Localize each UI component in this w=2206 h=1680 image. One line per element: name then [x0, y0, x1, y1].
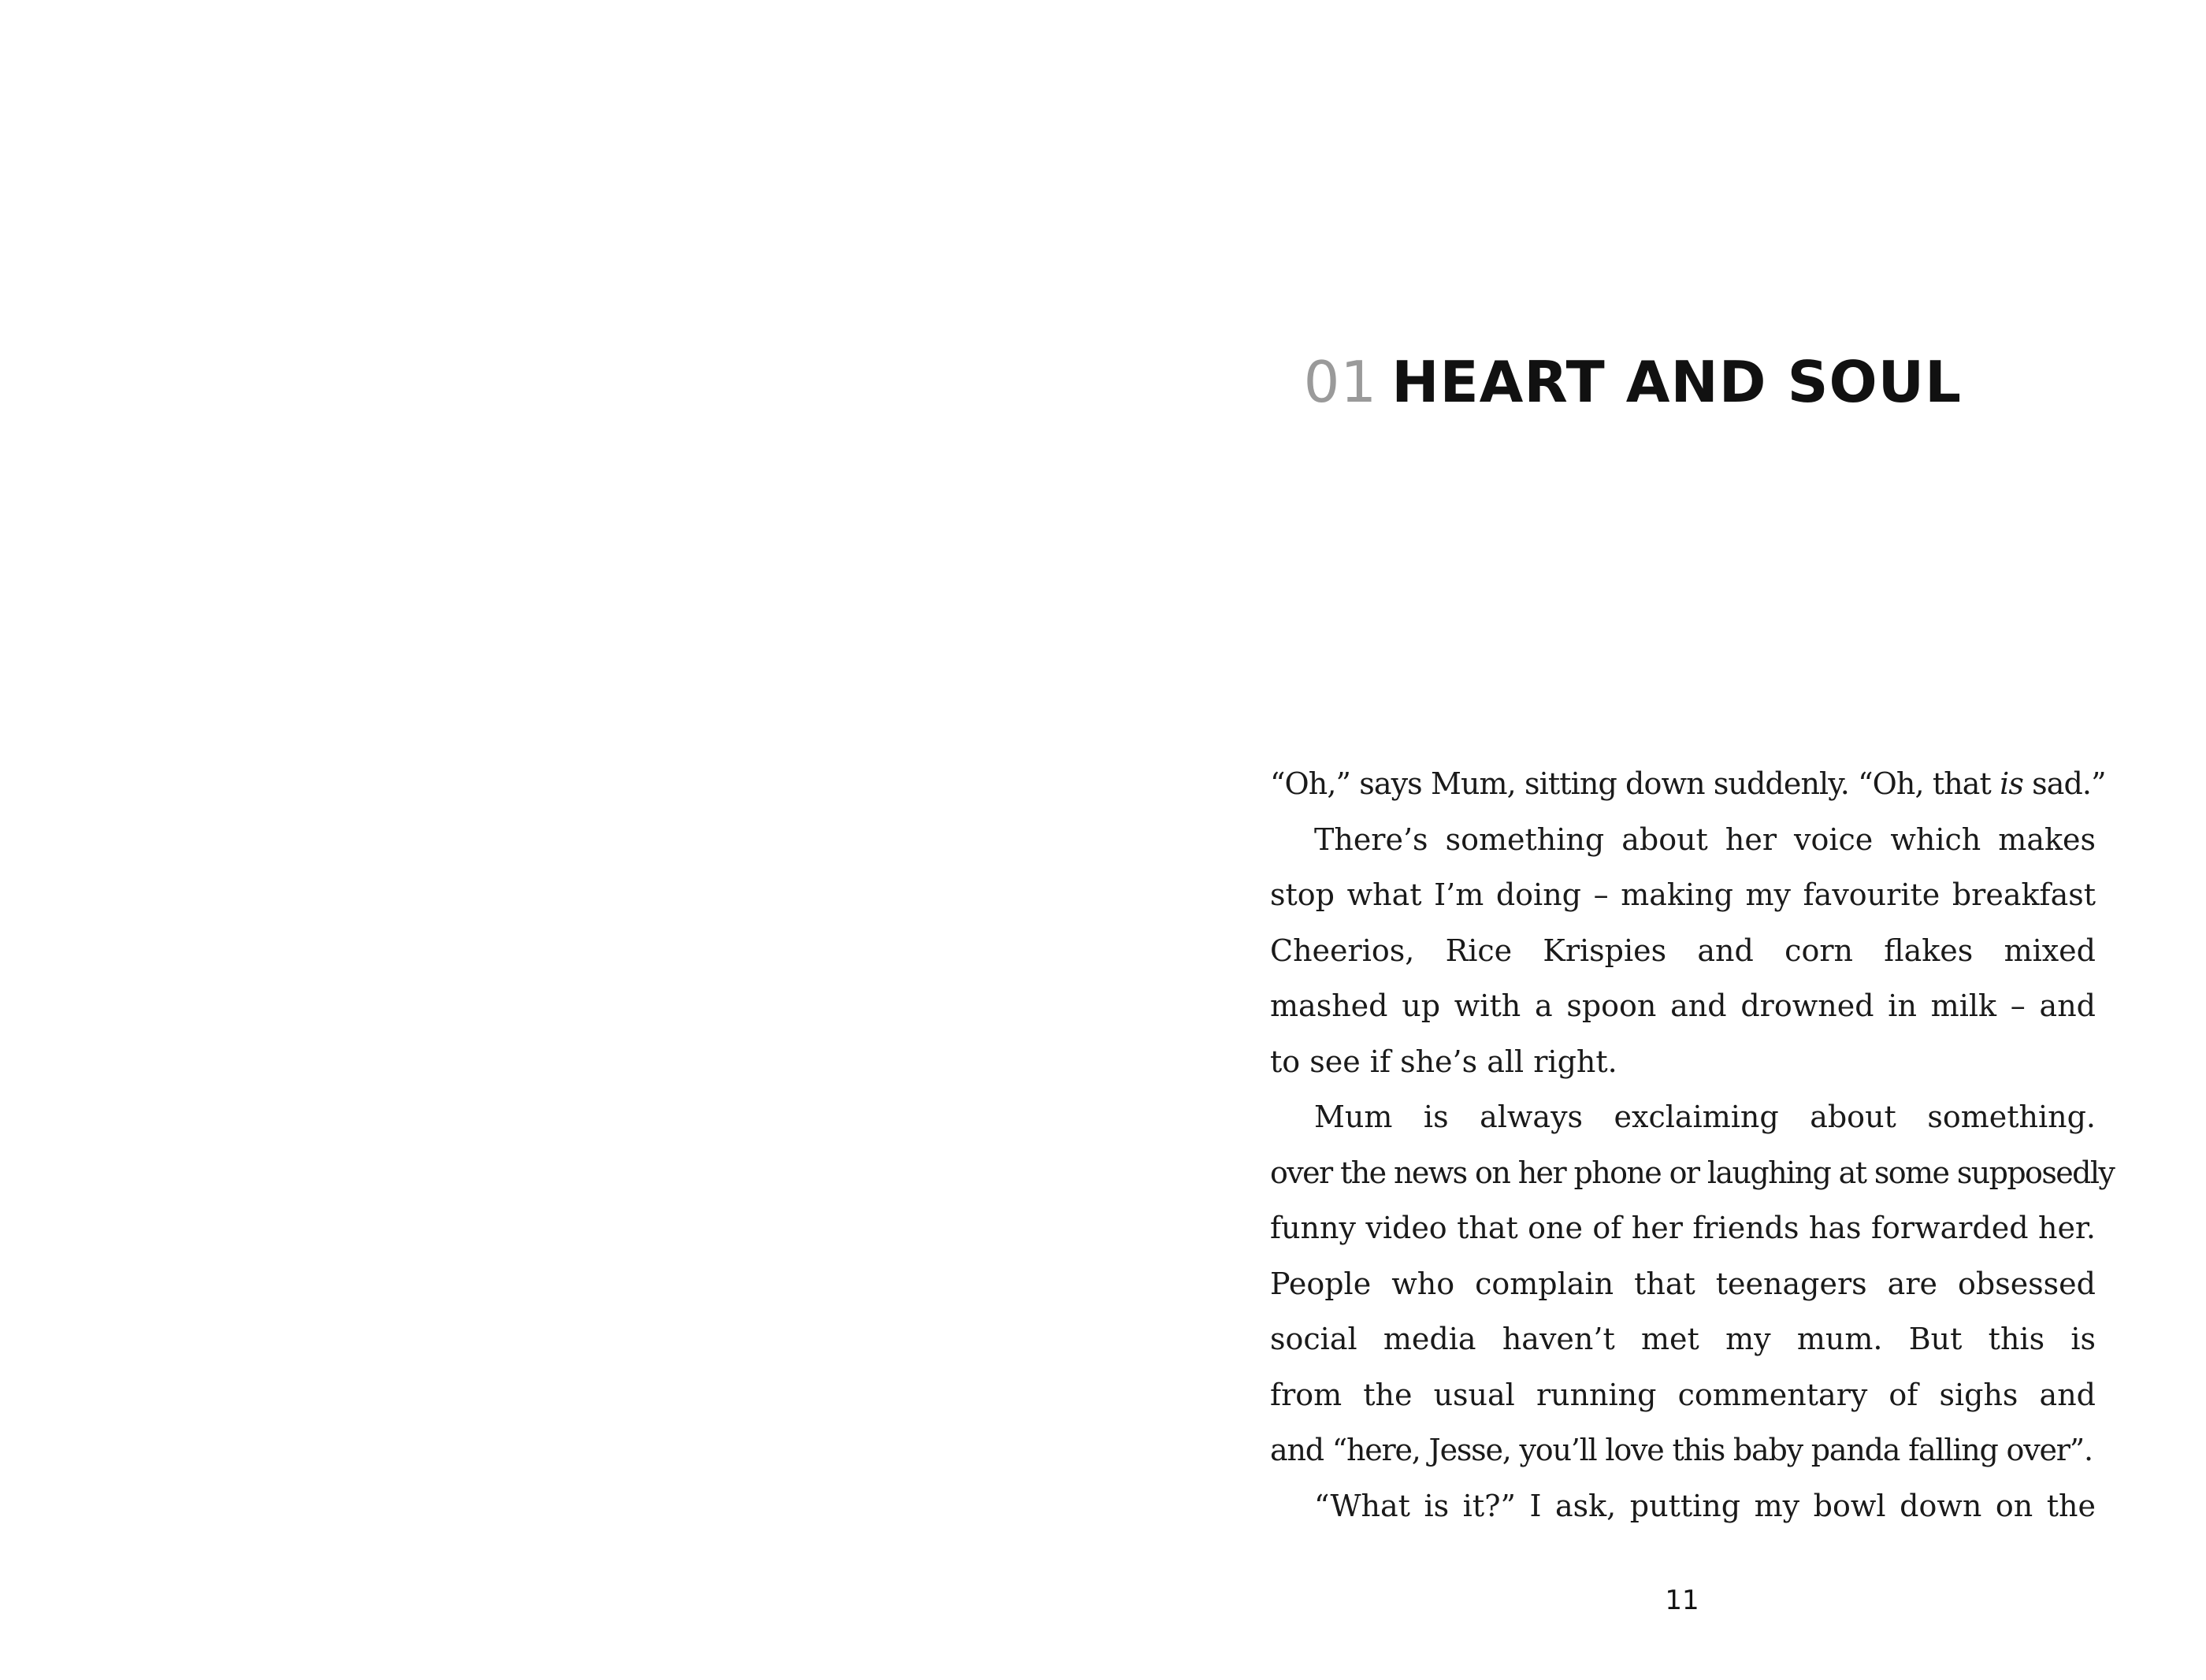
text-line: and “here, Jesse, you’ll love this baby panda falling over”.	[1270, 1433, 2093, 1467]
text-line: to see if she’s all right.	[1270, 1044, 1617, 1079]
text-line: over the news on her phone or laughing at some supposedly	[1270, 1155, 2115, 1190]
chapter-number: 01	[1303, 349, 1378, 415]
text-line: People who complain that teenagers are obsessed	[1270, 1266, 2096, 1301]
text-line	[1270, 756, 2106, 812]
chapter-title: HEART AND SOUL	[1391, 349, 1962, 415]
text-line: funny video that one of her friends has forwarded her.	[1270, 1211, 2096, 1245]
emphasis-word: is	[2000, 766, 2023, 801]
text-line: mashed up with a spoon and drowned in milk – and	[1270, 988, 2096, 1023]
text-line: social media haven’t met my mum. But this is	[1270, 1322, 2096, 1356]
text-line: There’s something about her voice which makes	[1314, 821, 2096, 857]
text-line: “What is it?” I ask, putting my bowl down on the	[1314, 1488, 2096, 1523]
text-line: from the usual running commentary of sighs and	[1270, 1377, 2096, 1412]
text-line: stop what I’m doing – making my favourite breakfast	[1270, 877, 2096, 912]
chapter-heading	[1304, 339, 1962, 425]
chapter-body-text	[1270, 756, 2115, 1534]
text-line: Mum is always exclaiming about something.	[1314, 1100, 2096, 1134]
text-fragment: “Oh,” says Mum, sitting down suddenly. “Oh, that	[1270, 766, 2000, 801]
text-fragment: sad.”	[2022, 766, 2106, 801]
page-number: 11	[1665, 1585, 1699, 1616]
text-line: Cheerios, Rice Krispies and corn flakes mixed	[1270, 933, 2096, 968]
